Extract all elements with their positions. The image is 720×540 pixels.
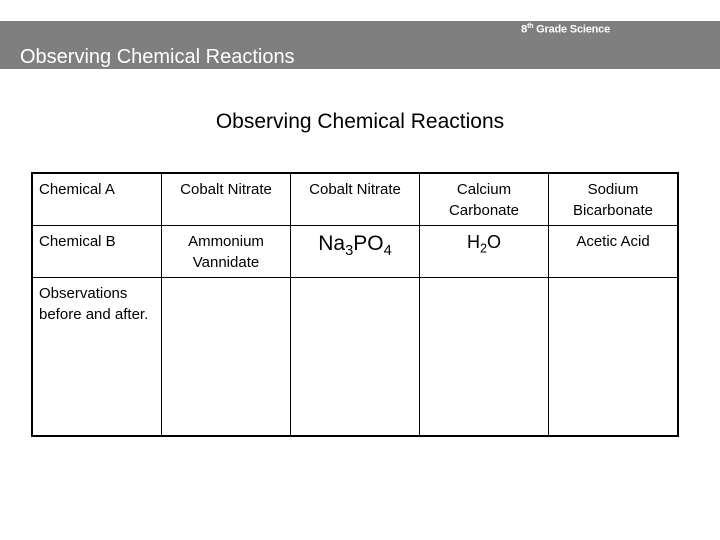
table-row xyxy=(32,278,678,437)
grade-text: Grade Science xyxy=(536,23,610,36)
header-title: Observing Chemical Reactions xyxy=(20,46,295,68)
table-cell: Calcium Carbonate xyxy=(420,173,549,226)
table-cell: Cobalt Nitrate xyxy=(291,173,420,226)
formula-na3po4: $Na_3PO_4$ xyxy=(291,226,420,278)
header-bar xyxy=(0,21,720,69)
table-cell: Acetic Acid xyxy=(549,226,679,278)
row-label-observations: Observations before and after. xyxy=(32,278,162,437)
grade-suffix: th xyxy=(527,23,534,30)
reactions-table xyxy=(31,172,679,437)
table-cell xyxy=(420,278,549,437)
table-cell: Ammonium Vannidate xyxy=(162,226,291,278)
formula-h2o: $H_2O$ xyxy=(420,226,549,278)
row-label-chemical-b: Chemical B xyxy=(32,226,162,278)
slide-title: Observing Chemical Reactions xyxy=(215,110,505,133)
grade-number: 8 xyxy=(521,23,528,36)
grade-label xyxy=(521,23,610,36)
row-label-chemical-a: Chemical A xyxy=(32,173,162,226)
table-cell xyxy=(291,278,420,437)
table-cell: Sodium Bicarbonate xyxy=(549,173,679,226)
table-row xyxy=(32,173,678,226)
table-row xyxy=(32,226,678,278)
table-cell xyxy=(162,278,291,437)
table-cell xyxy=(549,278,679,437)
table-cell: Cobalt Nitrate xyxy=(162,173,291,226)
